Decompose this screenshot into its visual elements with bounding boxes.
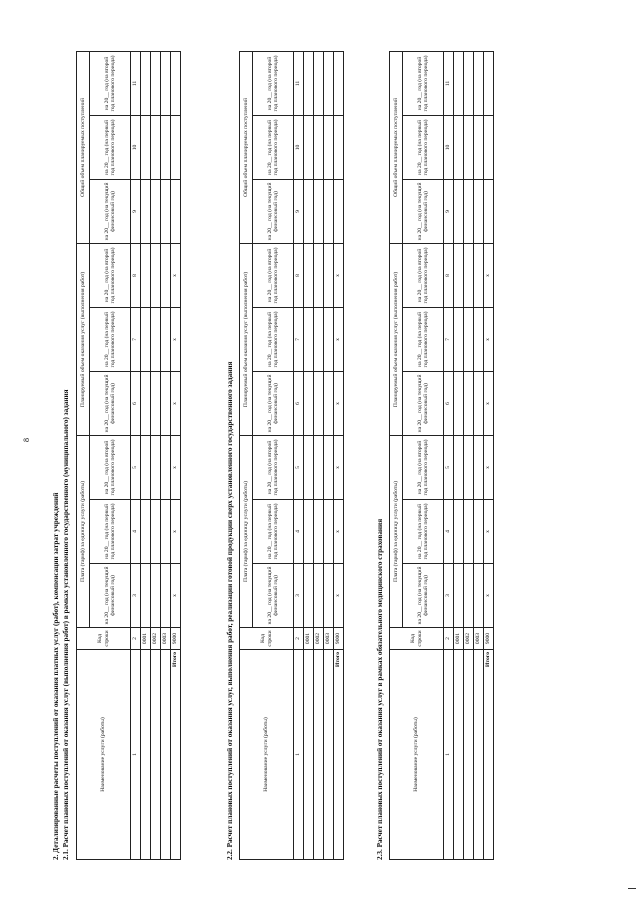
service-name-cell [161,650,171,860]
value-cell [161,115,171,179]
x-mark: x [334,243,344,307]
column-number: 8 [131,243,141,307]
total-label: Итого [334,650,344,860]
total-value-cell [334,179,344,243]
value-cell [304,371,314,435]
value-cell [161,371,171,435]
value-cell [464,115,474,179]
section-2-2-heading: 2.2. Расчет плановых поступлений от оказания услуг, выполнения работ, реализации готовой продукции сверх установленного государственного задания [226,361,234,860]
value-cell [474,500,484,564]
value-cell [464,500,474,564]
table-row [454,51,464,859]
x-mark: x [171,307,181,371]
total-value-cell [334,115,344,179]
table-row [161,51,171,859]
x-mark: x [484,243,494,307]
x-mark: x [171,564,181,628]
line-code-cell: 0002 [464,628,474,650]
column-number: 2 [294,628,304,650]
value-cell [474,307,484,371]
header-year-second: на 20__ год (на второй год планового периода) [253,435,294,499]
value-cell [464,243,474,307]
column-number: 4 [131,500,141,564]
value-cell [161,243,171,307]
value-cell [141,307,151,371]
x-mark: x [334,435,344,499]
column-number: 3 [294,564,304,628]
column-number: 8 [444,243,454,307]
value-cell [161,307,171,371]
column-number: 3 [131,564,141,628]
header-year-second: на 20__ год (на второй год планового периода) [90,435,131,499]
value-cell [304,243,314,307]
column-number: 9 [294,179,304,243]
table-row [151,51,161,859]
service-name-cell [324,650,334,860]
header-price-group: Плата (тариф) за единицу услуги (работы) [240,435,253,627]
header-year-second: на 20__ год (на второй год планового периода) [253,243,294,307]
header-volume-group: Планируемый объем оказания услуг (выполнения работ) [240,243,253,435]
value-cell [454,307,464,371]
value-cell [314,564,324,628]
line-code-cell: 0001 [304,628,314,650]
value-cell [141,115,151,179]
income-table-2 [239,51,344,860]
rotated-landscape-content [0,5,640,880]
value-cell [474,179,484,243]
total-code: 9000 [334,628,344,650]
value-cell [304,435,314,499]
value-cell [314,243,324,307]
column-number: 5 [444,435,454,499]
value-cell [141,51,151,115]
x-mark: x [171,500,181,564]
total-value-cell [484,51,494,115]
column-number: 8 [294,243,304,307]
column-number: 2 [444,628,454,650]
x-mark: x [484,564,494,628]
column-number: 11 [444,51,454,115]
x-mark: x [334,371,344,435]
value-cell [474,51,484,115]
header-year-first: на 20__ год (на первый год планового периода) [403,500,444,564]
header-service-name: Наименование услуги (работы) [77,650,131,860]
value-cell [454,564,464,628]
column-number: 4 [294,500,304,564]
line-code-cell: 0001 [141,628,151,650]
value-cell [474,371,484,435]
value-cell [464,51,474,115]
value-cell [141,435,151,499]
x-mark: x [171,243,181,307]
header-year-second: на 20__ год (на второй год планового периода) [253,51,294,115]
total-label: Итого [171,650,181,860]
value-cell [141,500,151,564]
column-number: 10 [131,115,141,179]
section-2-3-heading: 2.3. Расчет плановых поступлений от оказания услуг в рамках обязательного медицинского страхования [376,518,384,860]
value-cell [141,179,151,243]
value-cell [304,115,314,179]
column-number: 9 [444,179,454,243]
column-number: 2 [131,628,141,650]
header-year-current: на 20__ год (на текущий финансовый год) [253,564,294,628]
header-year-first: на 20__ год (на первый год планового периода) [90,115,131,179]
value-cell [314,435,324,499]
header-year-first: на 20__ год (на первый год планового периода) [403,307,444,371]
header-income-group: Общий объем планируемых поступлений [77,51,90,243]
header-price-group: Плата (тариф) за единицу услуги (работы) [77,435,90,627]
value-cell [151,371,161,435]
value-cell [151,51,161,115]
x-mark: x [334,307,344,371]
value-cell [314,307,324,371]
value-cell [454,51,464,115]
value-cell [464,435,474,499]
column-number: 6 [294,371,304,435]
column-number: 9 [131,179,141,243]
table-row [464,51,474,859]
total-value-cell [484,115,494,179]
header-line-code: Код строки [240,628,294,650]
total-code: 9000 [484,628,494,650]
column-number: 11 [294,51,304,115]
value-cell [454,115,464,179]
value-cell [324,115,334,179]
header-year-first: на 20__ год (на первый год планового периода) [403,115,444,179]
column-number: 10 [294,115,304,179]
total-value-cell [171,51,181,115]
value-cell [474,115,484,179]
value-cell [151,307,161,371]
header-year-current: на 20__ год (на текущий финансовый год) [403,564,444,628]
value-cell [454,179,464,243]
header-year-current: на 20__ год (на текущий финансовый год) [253,371,294,435]
column-number: 1 [131,650,141,860]
column-number: 7 [131,307,141,371]
column-number: 6 [131,371,141,435]
value-cell [454,435,464,499]
value-cell [161,435,171,499]
value-cell [474,435,484,499]
total-code: 9000 [171,628,181,650]
header-year-current: на 20__ год (на текущий финансовый год) [253,179,294,243]
header-year-current: на 20__ год (на текущий финансовый год) [90,371,131,435]
service-name-cell [304,650,314,860]
line-code-cell: 0003 [474,628,484,650]
value-cell [314,51,324,115]
edge-tick [628,888,636,889]
value-cell [324,243,334,307]
section-2-1-heading: 2.1. Расчет плановых поступлений от оказания услуг (выполнения работ) в рамках установленного государственного (муниципального) задания [62,389,70,860]
header-year-second: на 20__ год (на второй год планового периода) [403,51,444,115]
table-row [304,51,314,859]
header-line-code: Код строки [77,628,131,650]
total-value-cell [334,51,344,115]
value-cell [151,564,161,628]
x-mark: x [484,371,494,435]
service-name-cell [141,650,151,860]
header-year-first: на 20__ год (на первый год планового периода) [90,500,131,564]
service-name-cell [474,650,484,860]
x-mark: x [334,500,344,564]
value-cell [324,371,334,435]
column-number: 5 [131,435,141,499]
value-cell [151,435,161,499]
total-value-cell [171,115,181,179]
column-number: 1 [294,650,304,860]
value-cell [304,51,314,115]
value-cell [324,179,334,243]
value-cell [314,500,324,564]
header-service-name: Наименование услуги (работы) [240,650,294,860]
header-line-code: Код строки [390,628,444,650]
header-volume-group: Планируемый объем оказания услуг (выполнения работ) [77,243,90,435]
header-income-group: Общий объем планируемых поступлений [390,51,403,243]
value-cell [161,564,171,628]
column-number: 10 [444,115,454,179]
total-value-cell [484,179,494,243]
income-table-3 [389,51,494,860]
value-cell [151,115,161,179]
x-mark: x [484,307,494,371]
table-row [314,51,324,859]
value-cell [151,179,161,243]
column-number: 3 [444,564,454,628]
header-income-group: Общий объем планируемых поступлений [240,51,253,243]
value-cell [314,371,324,435]
value-cell [464,564,474,628]
header-year-current: на 20__ год (на текущий финансовый год) [90,564,131,628]
column-number: 7 [294,307,304,371]
value-cell [474,564,484,628]
x-mark: x [171,435,181,499]
value-cell [454,243,464,307]
value-cell [464,371,474,435]
column-number: 4 [444,500,454,564]
header-year-first: на 20__ год (на первый год планового периода) [90,307,131,371]
header-year-first: на 20__ год (на первый год планового периода) [253,115,294,179]
header-year-first: на 20__ год (на первый год планового периода) [253,500,294,564]
line-code-cell: 0002 [151,628,161,650]
value-cell [314,115,324,179]
total-row [484,51,494,859]
service-name-cell [314,650,324,860]
income-table-1 [76,51,181,860]
header-year-first: на 20__ год (на первый год планового периода) [253,307,294,371]
value-cell [324,500,334,564]
column-number: 11 [131,51,141,115]
service-name-cell [151,650,161,860]
table-row [141,51,151,859]
value-cell [464,179,474,243]
column-number: 5 [294,435,304,499]
column-number: 7 [444,307,454,371]
value-cell [161,51,171,115]
value-cell [474,243,484,307]
header-year-second: на 20__ год (на второй год планового периода) [90,51,131,115]
service-name-cell [464,650,474,860]
page-number: 8 [22,438,31,442]
column-number: 6 [444,371,454,435]
value-cell [304,307,314,371]
table-row [324,51,334,859]
value-cell [304,564,314,628]
header-year-second: на 20__ год (на второй год планового периода) [403,243,444,307]
total-label: Итого [484,650,494,860]
total-value-cell [171,179,181,243]
value-cell [151,500,161,564]
header-year-current: на 20__ год (на текущий финансовый год) [403,179,444,243]
header-year-second: на 20__ год (на второй год планового периода) [403,435,444,499]
header-year-second: на 20__ год (на второй год планового периода) [90,243,131,307]
value-cell [314,179,324,243]
x-mark: x [171,371,181,435]
line-code-cell: 0002 [314,628,324,650]
x-mark: x [484,435,494,499]
line-code-cell: 0003 [161,628,171,650]
value-cell [454,371,464,435]
value-cell [161,179,171,243]
service-name-cell [454,650,464,860]
value-cell [324,435,334,499]
value-cell [161,500,171,564]
value-cell [454,500,464,564]
value-cell [141,564,151,628]
value-cell [324,51,334,115]
header-price-group: Плата (тариф) за единицу услуги (работы) [390,435,403,627]
value-cell [324,307,334,371]
total-row [334,51,344,859]
x-mark: x [334,564,344,628]
line-code-cell: 0001 [454,628,464,650]
value-cell [464,307,474,371]
value-cell [304,500,314,564]
total-row [171,51,181,859]
header-service-name: Наименование услуги (работы) [390,650,444,860]
line-code-cell: 0003 [324,628,334,650]
section-2-heading: 2. Детализированные расчеты поступлений от оказания платных услуг (работ), компенсации затрат учреждений [52,492,60,860]
value-cell [304,179,314,243]
header-volume-group: Планируемый объем оказания услуг (выполнения работ) [390,243,403,435]
table-row [474,51,484,859]
value-cell [324,564,334,628]
x-mark: x [484,500,494,564]
header-year-current: на 20__ год (на текущий финансовый год) [403,371,444,435]
value-cell [141,371,151,435]
value-cell [141,243,151,307]
column-number: 1 [444,650,454,860]
header-year-current: на 20__ год (на текущий финансовый год) [90,179,131,243]
value-cell [151,243,161,307]
